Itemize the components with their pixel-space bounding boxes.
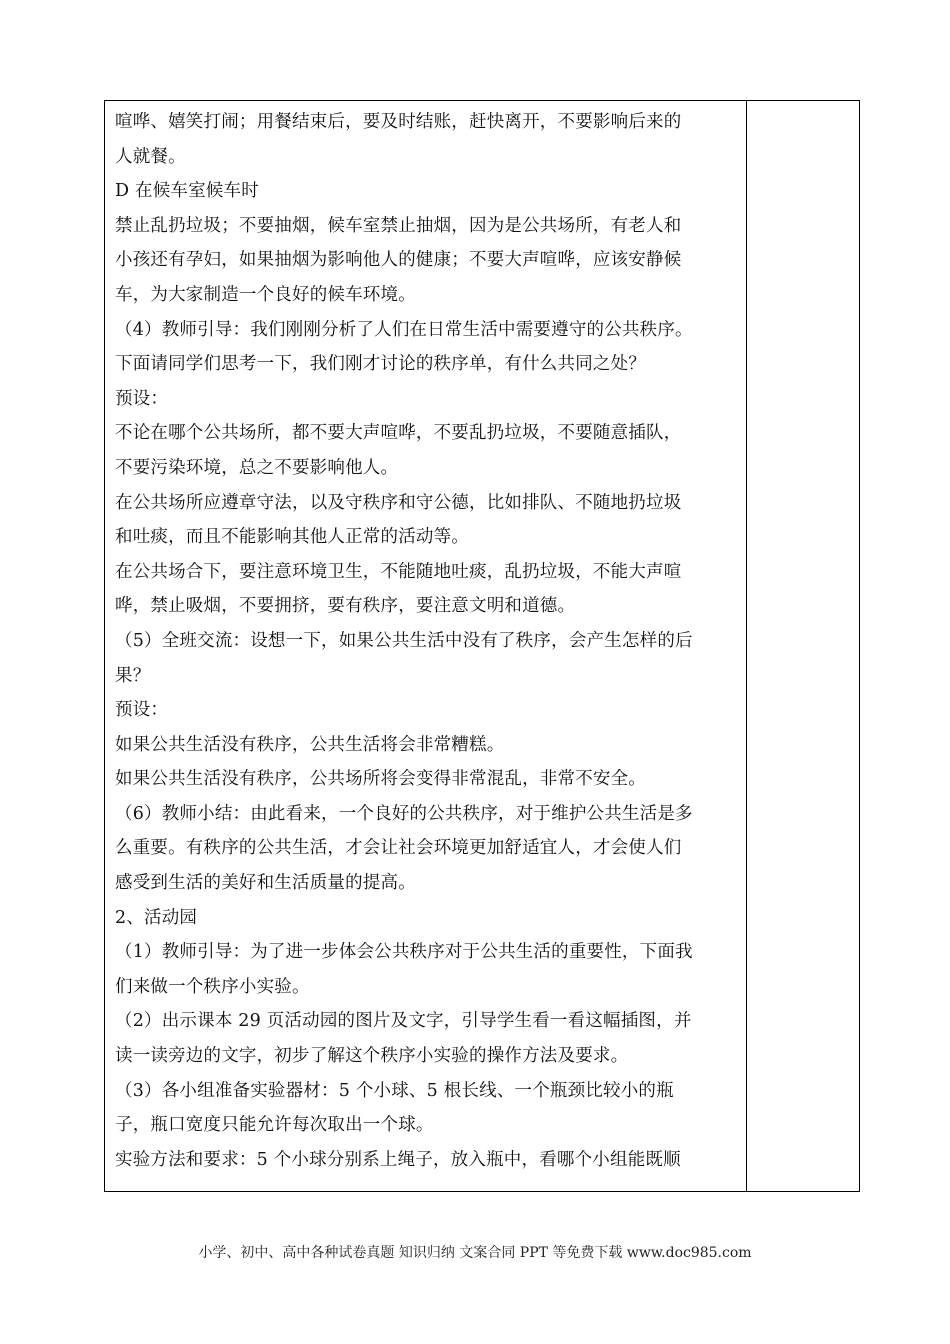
text-line: 哗，禁止吸烟，不要拥挤，要有秩序，要注意文明和道德。 [115, 596, 576, 617]
text-line: 如果公共生活没有秩序，公共场所将会变得非常混乱，非常不安全。 [115, 769, 646, 790]
text-line: 2、活动园 [115, 907, 198, 928]
text-line: 果？ [115, 665, 151, 686]
text-line: 读一读旁边的文字，初步了解这个秩序小实验的操作方法及要求。 [115, 1046, 629, 1067]
text-line: 禁止乱扔垃圾；不要抽烟，候车室禁止抽烟，因为是公共场所，有老人和 [115, 215, 682, 236]
text-line: 实验方法和要求：5 个小球分别系上绳子，放入瓶中，看哪个小组能既顺 [115, 1149, 681, 1170]
text-line: （4）教师引导：我们刚刚分析了人们在日常生活中需要遵守的公共秩序。 [115, 319, 693, 340]
text-line: （1）教师引导：为了进一步体会公共秩序对于公共生活的重要性，下面我 [115, 942, 693, 963]
text-line: （6）教师小结：由此看来，一个良好的公共秩序，对于维护公共生活是多 [115, 803, 693, 824]
text-line: （2）出示课本 29 页活动园的图片及文字，引导学生看一看这幅插图，并 [115, 1011, 692, 1032]
text-line: 喧哗、嬉笑打闹；用餐结束后，要及时结账，赶快离开，不要影响后来的 [115, 112, 682, 132]
text-line: 不要污染环境，总之不要影响他人。 [115, 457, 399, 478]
lesson-table [104, 100, 860, 1192]
notes-cell [747, 101, 859, 1191]
text-line: 预设： [115, 700, 169, 721]
text-line: 在公共场所应遵章守法，以及守秩序和守公德，比如排队、不随地扔垃圾 [115, 492, 682, 513]
page-footer: 小学、初中、高中各种试卷真题 知识归纳 文案合同 PPT 等免费下载 www.doc985.com [198, 1245, 752, 1261]
text-line: 们来做一个秩序小实验。 [115, 976, 310, 997]
text-line: 人就餐。 [115, 146, 186, 167]
text-line: 下面请同学们思考一下，我们刚才讨论的秩序单，有什么共同之处？ [115, 354, 646, 375]
lesson-content-cell [105, 101, 747, 1191]
text-line: 预设： [115, 388, 169, 409]
text-line: D 在候车室候车时 [115, 181, 259, 202]
text-line: 么重要。有秩序的公共生活，才会让社会环境更加舒适宜人，才会使人们 [115, 838, 682, 859]
text-line: （5）全班交流：设想一下，如果公共生活中没有了秩序，会产生怎样的后 [115, 630, 693, 651]
text-line: 子，瓶口宽度只能允许每次取出一个球。 [115, 1115, 434, 1136]
text-line: 和吐痰，而且不能影响其他人正常的活动等。 [115, 527, 469, 548]
text-line: 如果公共生活没有秩序，公共生活将会非常糟糕。 [115, 734, 505, 755]
text-line: （3）各小组准备实验器材：5 个小球、5 根长线、一个瓶颈比较小的瓶 [115, 1080, 674, 1101]
text-line: 不论在哪个公共场所，都不要大声喧哗，不要乱扔垃圾，不要随意插队， [115, 423, 682, 444]
text-line: 感受到生活的美好和生活质量的提高。 [115, 873, 416, 894]
text-line: 车，为大家制造一个良好的候车环境。 [115, 284, 416, 305]
text-line: 在公共场合下，要注意环境卫生，不能随地吐痰，乱扔垃圾，不能大声喧 [115, 561, 682, 582]
text-line: 小孩还有孕妇，如果抽烟为影响他人的健康；不要大声喧哗，应该安静候 [115, 250, 682, 271]
